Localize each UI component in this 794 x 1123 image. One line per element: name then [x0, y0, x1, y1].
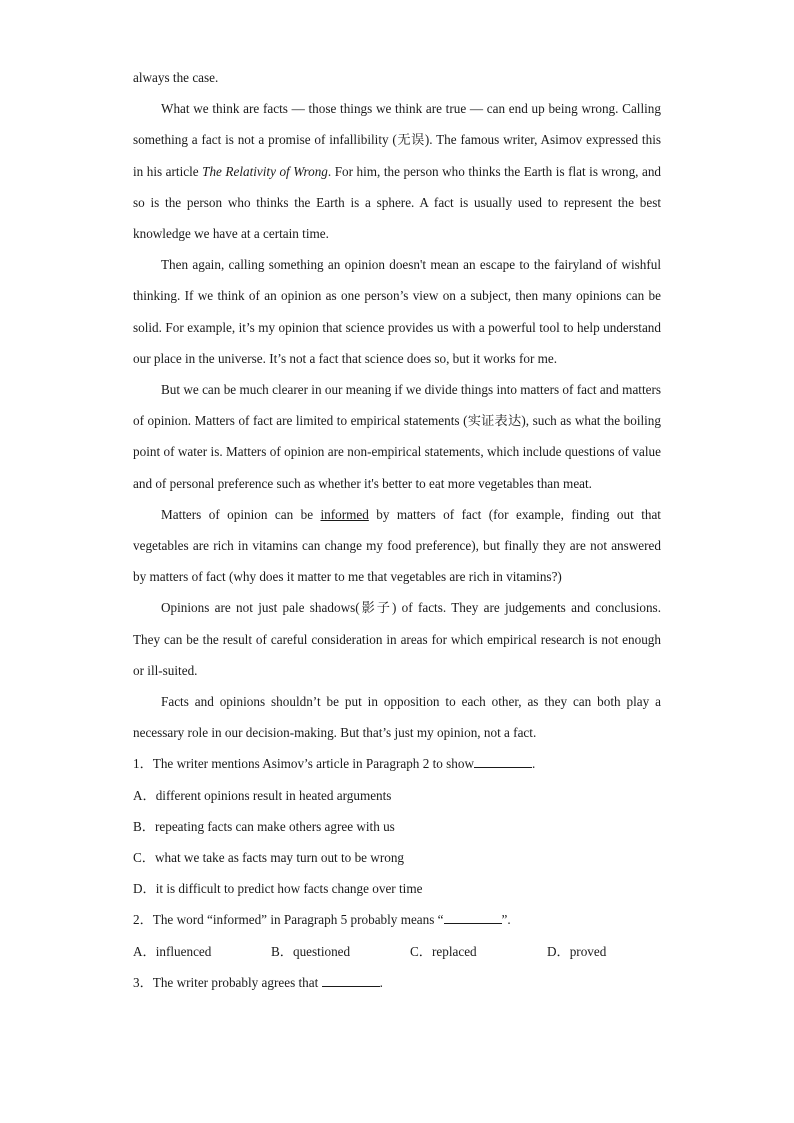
question-2-stem: [133, 904, 661, 935]
paragraph-2-part-a: What we think are facts — those things we think are true — can end up being wrong. Calling something a fact is not a promise of infallibility (无误). The famous writer, Asimov expressed this in his article: [133, 101, 661, 179]
paragraph-3: Then again, calling something an opinion doesn't mean an escape to the fairyland of wishful thinking. If we think of an opinion as one person’s view on a subject, then many opinions can be solid. For example, it’s my opinion that science provides us with a powerful tool to help understand our place in the universe. It’s not a fact that science does so, but it works for me.: [133, 257, 661, 366]
question-2-option-b: B．questioned: [271, 943, 351, 959]
paragraph-6: Opinions are not just pale shadows(影子) of facts. They are judgements and conclusions. They can be the result of careful consideration in areas for which empirical research is not enough or ill-suited.: [133, 600, 661, 678]
question-2-option-a: A．influenced: [133, 943, 212, 959]
paragraph-4: But we can be much clearer in our meaning if we divide things into matters of fact and matters of opinion. Matters of fact are limited to empirical statements (实证表达), such as what the boiling point of water is. Matters of opinion are non-empirical statements, which include questions of value and of personal preference such as whether it's better to eat more vegetables than meat.: [133, 382, 661, 491]
answer-blank: [322, 974, 380, 987]
question-2-option-c: C．replaced: [410, 943, 477, 959]
question-3-stem: [133, 967, 661, 998]
paragraph-continuation: always the case.: [133, 70, 219, 85]
underlined-word: informed: [320, 506, 369, 522]
question-1-option-c: C．what we take as facts may turn out to be wrong: [133, 850, 405, 866]
paragraph-7: Facts and opinions shouldn’t be put in opposition to each other, as they can both play a necessary role in our decision-making. But that’s just my opinion, not a fact.: [133, 694, 661, 741]
question-2-text: 2．The word “informed” in Paragraph 5 probably means “: [133, 912, 444, 928]
question-1-text: 1．The writer mentions Asimov’s article in Paragraph 2 to show: [133, 756, 474, 772]
question-3-end: .: [379, 974, 383, 990]
answer-blank: [444, 911, 502, 924]
paragraph-5-part-a: Matters of opinion can be: [161, 506, 321, 522]
paragraph-2-part-b: . For him, the person who thinks the Earth is flat is wrong, and so is the person who thinks the Earth is a sphere. A fact is usually used to represent the best knowledge we have at a certain time.: [133, 163, 662, 242]
article-title: The Relativity of Wrong: [202, 163, 328, 179]
question-3-text: 3．The writer probably agrees that: [133, 974, 319, 990]
question-1-option-b: B．repeating facts can make others agree with us: [133, 818, 395, 834]
paragraph-5: [133, 499, 661, 593]
question-1-option-d: D．it is difficult to predict how facts change over time: [133, 881, 423, 897]
answer-blank: [474, 755, 532, 768]
question-1-option-a: A．different opinions result in heated arguments: [133, 787, 392, 803]
question-2-options: [133, 936, 661, 967]
paragraph-2: [133, 93, 661, 249]
question-2-option-d: D．proved: [547, 943, 607, 959]
question-2-end: ”.: [501, 912, 511, 928]
question-1-stem: [133, 748, 661, 779]
paragraph-5-part-b: by matters of fact (for example, finding out that vegetables are rich in vitamins can change my food preference), but finally they are not answered by matters of fact (why does it matter to me that vegetables are rich in vitamins?): [133, 506, 661, 585]
question-1-end: .: [531, 756, 536, 772]
article-body: [133, 62, 661, 998]
